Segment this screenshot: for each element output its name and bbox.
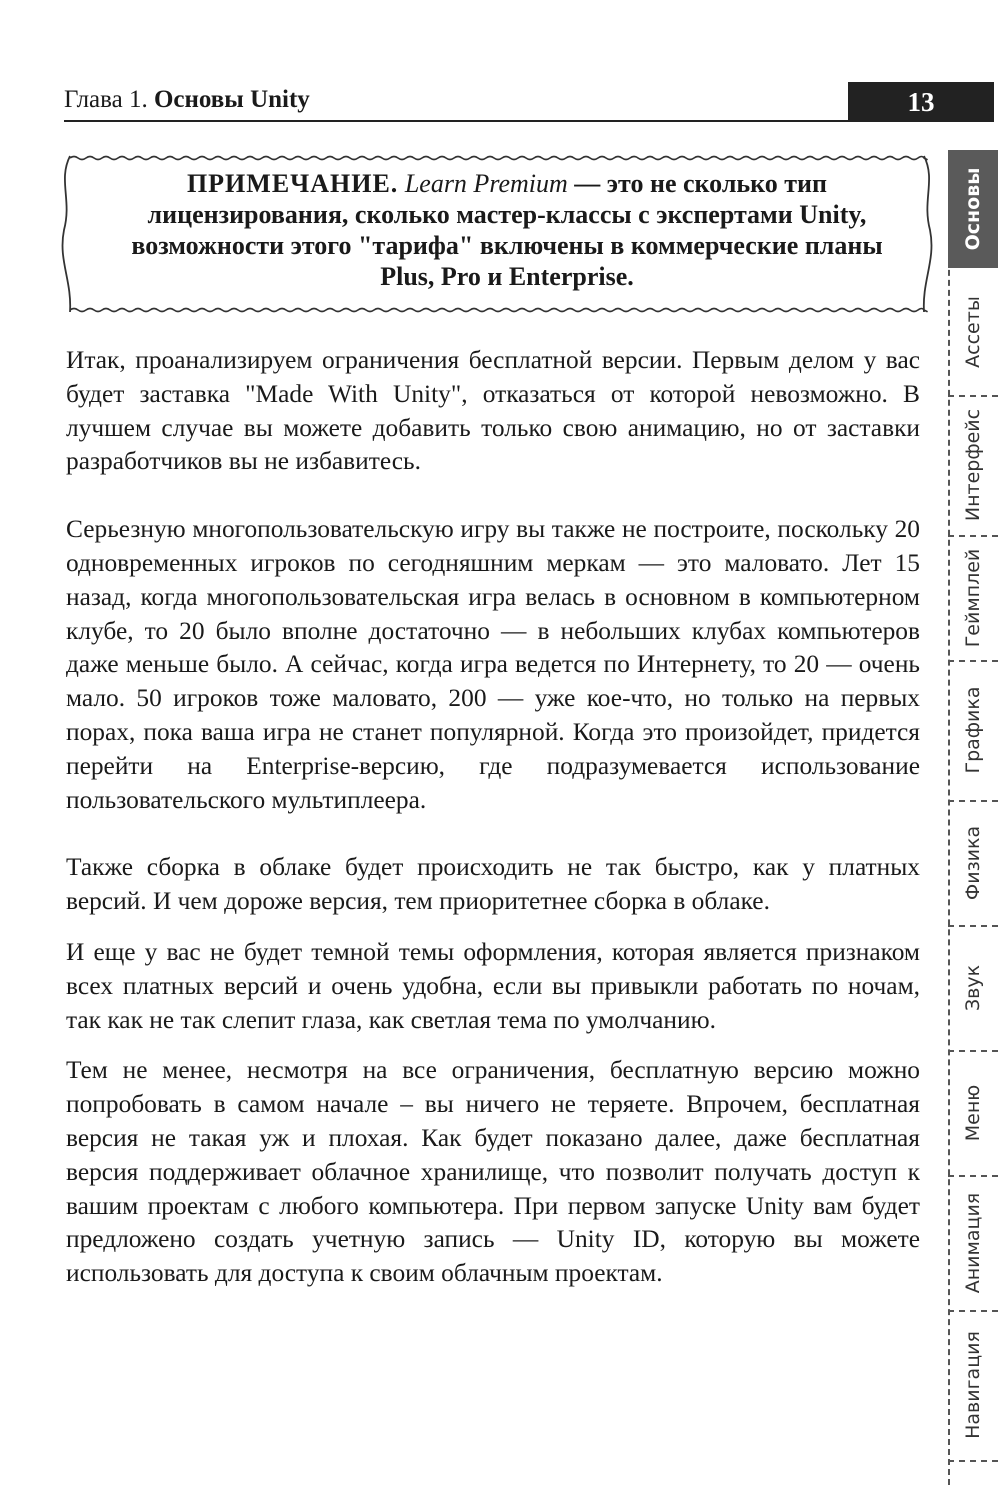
page-number: 13	[848, 82, 994, 122]
paragraph: И еще у вас не будет темной темы оформления, которая является признаком всех платных версий и очень удобна, если вы привыкли работать по ночам, так как не так слепит глаза, как светлая тема по умолчанию.	[66, 937, 920, 1034]
tab-osnovy[interactable]	[948, 150, 998, 268]
header-rule	[64, 120, 930, 122]
paragraph: Тем не менее, несмотря на все ограничения, бесплатную версию можно попробовать в самом начале – вы ничего не теряете. Впрочем, бесплатная версия не такая уж и плохая. Как будет показано далее, даже бесплатная версия поддерживает облачное хранилище, что позволит получать доступ к вашим проектам с любого компьютера. При первом запуске Unity вам будет предложено создать учетную запись — Unity ID, которую вы можете использовать для доступа к своим облачным проектам.	[66, 1056, 920, 1288]
paragraph: Итак, проанализируем ограничения бесплатной версии. Первым делом у вас будет заставка "Made With Unity", отказаться от которой невозможно. В лучшем случае вы можете добавить только свою анимацию, но от заставки разработчиков вы не избавитесь.	[66, 346, 920, 476]
tab-interface[interactable]	[948, 395, 998, 537]
tab-label: Физика	[962, 825, 984, 900]
paragraph: Также сборка в облаке будет происходить не так быстро, как у платных версий. И чем дороже версия, тем приоритетнее сборка в облаке.	[66, 853, 920, 916]
tab-graphics[interactable]	[948, 660, 998, 802]
note-text	[126, 168, 888, 292]
chapter-prefix: Глава 1.	[64, 86, 148, 113]
page-header	[64, 82, 935, 122]
tab-menu[interactable]	[948, 1050, 998, 1177]
note-product: Learn Premium	[404, 169, 568, 198]
tab-animation[interactable]	[948, 1175, 998, 1312]
body-text	[66, 344, 920, 1291]
tab-label: Графика	[962, 686, 984, 774]
tab-label: Геймплей	[962, 548, 984, 647]
paragraph: Серьезную многопользовательскую игру вы также не построите, поскольку 20 одновременных игроков по сегодняшним меркам — это маловато. Лет 15 назад, когда многопользовательская игра велась в основном в компьютерном клубе, то 20 было вполне достаточно — в небольших клубах компьютеров даже меньше было. А сейчас, когда игра ведется по Интернету, то 20 — очень мало. 50 игроков тоже маловато, 200 — уже кое-что, но только на первых порах, пока ваша игра не станет популярной. Когда это произойдет, придется перейти на Enterprise-версию, где подразумевается использование пользовательского мультиплеера.	[66, 515, 920, 814]
tab-label: Интерфейс	[962, 408, 984, 522]
note-body: — это не сколько тип лицензирования, сколько мастер-классы с экспертами Unity, возможности этого "тарифа" включены в коммерческие планы Plus, Pro и Enterprise.	[131, 169, 883, 291]
chapter-heading	[64, 86, 310, 114]
tab-label: Анимация	[962, 1192, 984, 1293]
chapter-tabs	[948, 150, 1000, 1485]
tab-assets[interactable]	[948, 268, 998, 397]
tab-gameplay[interactable]	[948, 535, 998, 662]
tab-label: Основы	[962, 167, 984, 251]
tab-label: Звук	[962, 964, 984, 1011]
tab-physics[interactable]	[948, 800, 998, 927]
tab-label: Ассеты	[962, 295, 984, 368]
tab-navigation[interactable]	[948, 1310, 998, 1462]
tab-label: Навигация	[962, 1331, 984, 1439]
chapter-title: Основы Unity	[153, 86, 310, 113]
note-box	[56, 150, 938, 318]
tab-sound[interactable]	[948, 925, 998, 1052]
note-label: ПРИМЕЧАНИЕ.	[186, 169, 399, 198]
tab-label: Меню	[962, 1084, 984, 1141]
